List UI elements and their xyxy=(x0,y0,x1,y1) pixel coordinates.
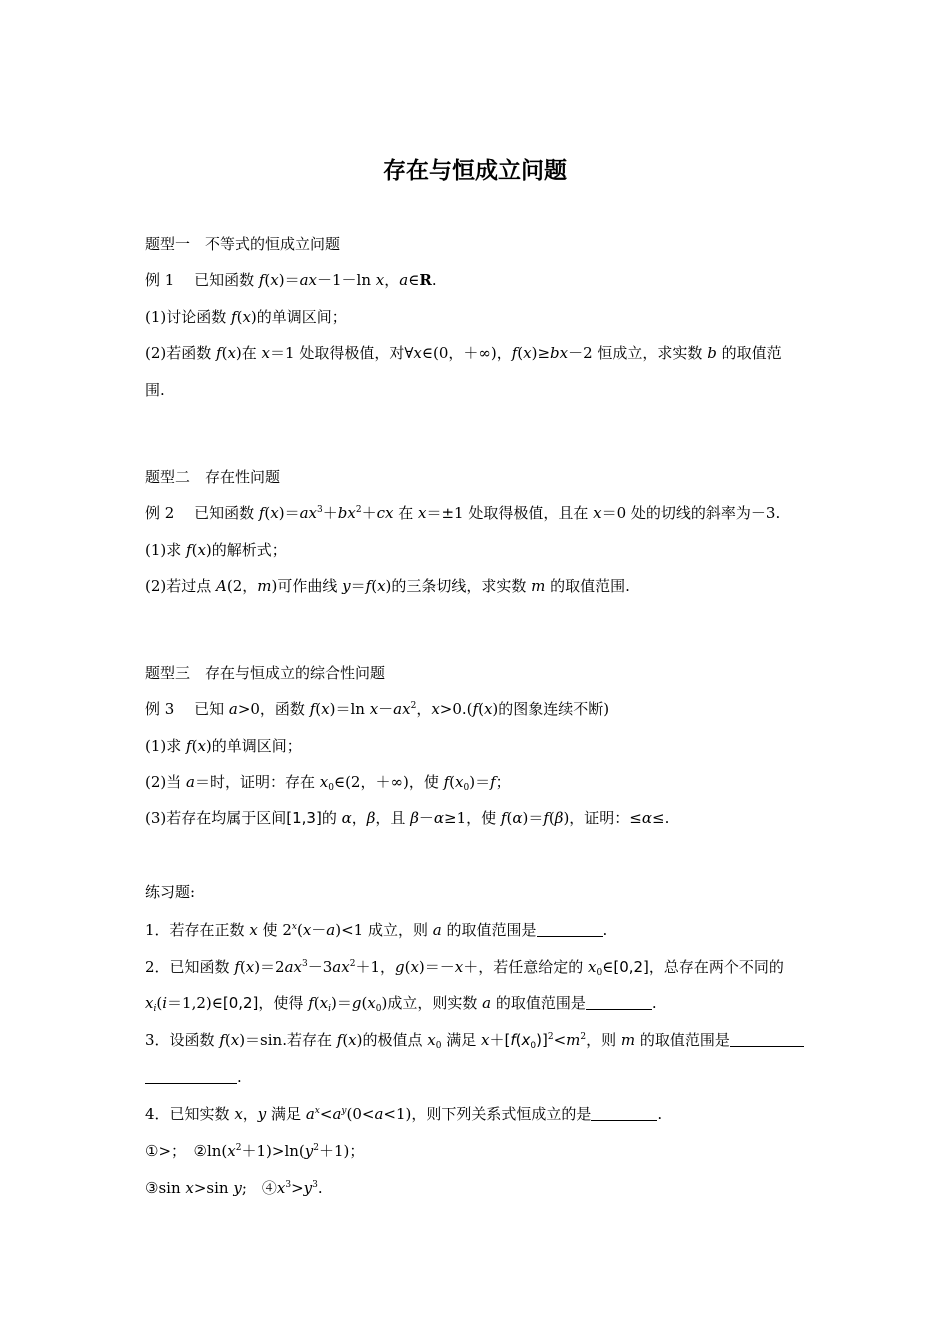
section-heading-2: 题型二 存在性问题 xyxy=(145,468,281,486)
exercise-2: 2．已知函数 $f(x)=2ax^3-3ax^2+1$，g(x)＝－x＋，若任意给定的 $x_0\in[0,2]$，总存在两个不同的 xyxy=(145,958,784,978)
example-3-label: 例 3 xyxy=(145,700,175,718)
exercise-4-options-b: ③sin x>sin y; $④x^3>y^3$. xyxy=(145,1179,323,1197)
example-1-part-2: (2)若函数 f(x)在 x＝1 处取得极值，对∀x∈(0，＋∞)，f(x)≥bx－2 恒成立，求实数 b 的取值范 xyxy=(145,344,782,362)
example-2-label: 例 2 xyxy=(145,504,175,522)
example-1-part-1: (1)讨论函数 f(x)的单调区间； xyxy=(145,308,347,326)
exercises-heading: 练习题: xyxy=(145,883,196,901)
exercise-1: 1．若存在正数 x 使 $2^x(x-a)<1$ 成立，则 a 的取值范围是 . xyxy=(145,921,608,939)
example-2-part-2: (2)若过点 A(2，m)可作曲线 y＝f(x)的三条切线，求实数 m 的取值范围. xyxy=(145,577,630,595)
exercise-2-cont: $x_i(i=1,2)\in[0,2]$，使得 $f(x_i)=g(x_0)$成立，则实数 a 的取值范围是 . xyxy=(145,994,657,1014)
answer-blank[interactable] xyxy=(730,1032,804,1047)
answer-blank[interactable] xyxy=(591,1106,657,1121)
example-1-part-2-cont: 围. xyxy=(145,381,165,399)
answer-blank[interactable] xyxy=(537,922,603,937)
example-3-statement: 例 3 已知 a>0，函数 f(x)＝ln $x-ax^2$，x>0.(f(x)的图象连续不断) xyxy=(145,700,610,718)
section-heading-1: 题型一 不等式的恒成立问题 xyxy=(145,235,341,253)
page-title: 存在与恒成立问题 xyxy=(383,158,567,184)
example-2-statement: 例 2 已知函数 $f(x)=ax^3+bx^2+cx$ 在 x＝±1 处取得极值，且在 x＝0 处的切线的斜率为－3. xyxy=(145,504,781,522)
exercise-3-cont: . xyxy=(145,1067,815,1087)
exercise-3: 3．设函数 f(x)＝sin.若存在 f(x)的极值点 $x_0$ 满足 $x+[f(x_0)]^2<m^2$，则 m 的取值范围是 xyxy=(145,1030,815,1050)
example-1-label: 例 1 xyxy=(145,271,175,289)
example-3-part-2: (2)当 a＝时，证明：存在 $x_0\in(2$，＋∞)，使 $f(x_0)=f$； xyxy=(145,773,511,793)
example-3-part-1: (1)求 f(x)的单调区间； xyxy=(145,737,302,755)
exercise-4-options-a: ①>； $②\ln(x^2+1)>\ln(y^2+1)$； xyxy=(145,1142,365,1160)
example-2-part-1: (1)求 f(x)的解析式； xyxy=(145,541,287,559)
answer-blank[interactable] xyxy=(145,1069,237,1084)
example-3-part-3: (3)若存在均属于区间[1,3]的 α，β，且 β－α≥1，使 f(α)＝f(β)，证明：≤α≤. xyxy=(145,809,670,827)
exercise-4: 4．已知实数 x，y 满足 $a^x<a^y(0<a<1)$，则下列关系式恒成立的是 . xyxy=(145,1105,663,1123)
example-1-statement: 例 1 已知函数 f(x)＝ax－1－ln x，a∈R. xyxy=(145,271,437,289)
section-heading-3: 题型三 存在与恒成立的综合性问题 xyxy=(145,664,386,682)
answer-blank[interactable] xyxy=(586,995,652,1010)
